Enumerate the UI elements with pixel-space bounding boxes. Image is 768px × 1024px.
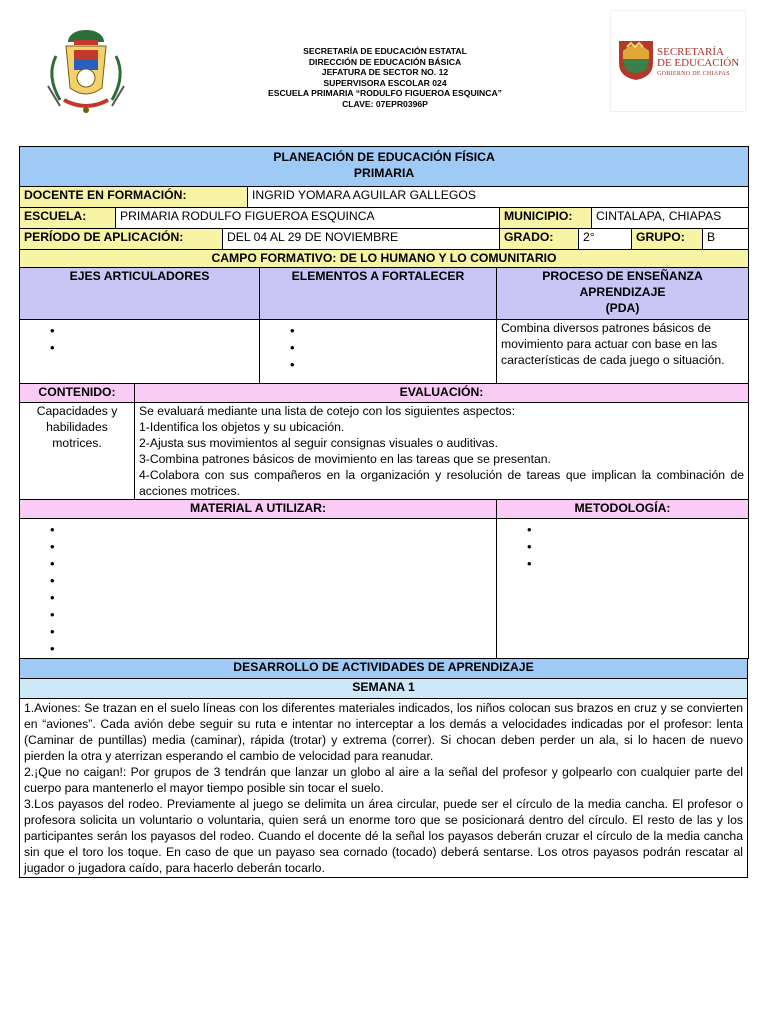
bullet-item: [264, 340, 492, 357]
elementos-list: [260, 320, 497, 384]
contenido-value: Capacidades y habilidades motrices.: [20, 403, 135, 500]
bullet-item: [24, 573, 492, 590]
school-emblem-logo: [38, 26, 134, 118]
grado-value: 2°: [579, 229, 632, 250]
metodologia-list: [497, 519, 749, 659]
contenido-label: CONTENIDO:: [20, 384, 135, 403]
grado-label: GRADO:: [500, 229, 579, 250]
periodo-label: PERÍODO DE APLICACIÓN:: [20, 229, 223, 250]
bullet-item: [24, 641, 492, 658]
bullet-item: [24, 556, 492, 573]
docente-label: DOCENTE EN FORMACIÓN:: [20, 187, 248, 208]
activity-item: 3.Los payasos del rodeo. Previamente al juego se delimita un área circular, puede ser el círculo de la media cancha. El profesor o profesora solicita un voluntario o voluntaria, quien será un enorme toro que se posicionará dentro del círculo. El resto de las y los participantes serán los payasos del rodeo. Cuando el docente dé la señal los payasos deberán cruzar el círculo de la media cancha sin que el toro los toque. En caso de que un payaso sea cornado (tocado) deberá sentarse. Los otros payasos podrán rescatar al jugador o jugadora caído, para hacerlo deberán tocarlo.: [24, 797, 743, 875]
campo-formativo: CAMPO FORMATIVO: DE LO HUMANO Y LO COMUNITARIO: [20, 250, 749, 268]
bullet-item: [24, 590, 492, 607]
bullet-item: [24, 340, 255, 357]
activity-item: 1.Aviones: Se trazan en el suelo líneas con los diferentes materiales indicados, los niños colocan sus brazos en cruz y se convierten en “aviones”. Cada avión debe seguir su ruta e intentar no interceptar a los demás a velocidades indicadas por el profesor: lenta (Caminar de puntillas) media (caminar), rápida (trotar) y extrema (correr). Si chocan deben perder un ala, si lo hacen de nuevo pierden la otra y aterrizan esperando el cambio de velocidad para reanudar.: [24, 701, 743, 763]
ejes-table: [19, 267, 749, 384]
header-line: JEFATURA DE SECTOR NO. 12: [321, 67, 449, 78]
header-line: SECRETARÍA DE EDUCACIÓN ESTATAL: [303, 46, 467, 56]
bullet-item: [24, 607, 492, 624]
header-line: CLAVE: 07EPR0396P: [342, 98, 428, 109]
escuela-label: ESCUELA:: [20, 208, 116, 229]
material-list: [20, 519, 497, 659]
ejes-header: EJES ARTICULADORES: [20, 268, 260, 320]
bullet-item: [264, 357, 492, 374]
grupo-value: B: [703, 229, 749, 250]
material-label: MATERIAL A UTILIZAR:: [20, 500, 497, 519]
activities-text: [20, 699, 748, 878]
form-title: PLANEACIÓN DE EDUCACIÓN FÍSICA PRIMARIA: [20, 147, 749, 187]
evaluacion-label: EVALUACIÓN:: [135, 384, 749, 403]
pda-header: PROCESO DE ENSEÑANZA APRENDIZAJE (PDA): [497, 268, 749, 320]
header-text-block: [230, 46, 540, 110]
bullet-item: [501, 556, 744, 573]
evaluation-table: [19, 383, 749, 500]
elementos-header: ELEMENTOS A FORTALECER: [260, 268, 497, 320]
ejes-list: [20, 320, 260, 384]
header-line: ESCUELA PRIMARIA “RODULFO FIGUEROA ESQUINCA”: [268, 88, 502, 99]
header-line: DIRECCIÓN DE EDUCACIÓN BÁSICA: [308, 56, 462, 67]
header-line: SUPERVISORA ESCOLAR 024: [323, 77, 447, 88]
material-table: [19, 499, 749, 659]
school-table: [19, 207, 749, 229]
bullet-item: [501, 522, 744, 539]
pda-text: Combina diversos patrones básicos de movimiento para actuar con base en las características de cada juego o situación.: [497, 320, 749, 384]
activity-item: 2.¡Que no caigan!: Por grupos de 3 tendrán que lanzar un globo al aire a la señal del profesor y golpearlo con cualquier parte del cuerpo para mantenerlo el mayor tiempo posible sin tocar el suelo.: [24, 765, 743, 795]
evaluacion-text: Se evaluará mediante una lista de cotejo con los siguientes aspectos: 1-Identifica los objetos y su ubicación. 2-Ajusta sus movimientos al seguir consignas visuales o auditivas. 3-Combina patrones básicos de movimiento en las tareas que se presentan. 4-Colabora con sus compañeros en la organización y resolución de tareas que implican la combinación de acciones motrices.: [135, 403, 749, 500]
bullet-item: [24, 522, 492, 539]
document-header: [0, 0, 768, 140]
chiapas-shield-icon: [617, 37, 655, 81]
escuela-value: PRIMARIA RODULFO FIGUEROA ESQUINCA: [116, 208, 500, 229]
bullet-item: [24, 323, 255, 340]
municipio-label: MUNICIPIO:: [500, 208, 592, 229]
identification-table: [19, 146, 749, 208]
semana-header: SEMANA 1: [20, 679, 748, 699]
bullet-item: [501, 539, 744, 556]
secretaria-educacion-logo: [610, 10, 746, 112]
metodologia-label: METODOLOGÍA:: [497, 500, 749, 519]
periodo-value: DEL 04 AL 29 DE NOVIEMBRE: [223, 229, 500, 250]
bullet-item: [24, 624, 492, 641]
docente-value: INGRID YOMARA AGUILAR GALLEGOS: [248, 187, 749, 208]
planning-form: [19, 146, 749, 878]
period-table: [19, 228, 749, 268]
bullet-item: [24, 539, 492, 556]
desarrollo-header: DESARROLLO DE ACTIVIDADES DE APRENDIZAJE: [20, 659, 748, 679]
activities-table: [19, 658, 748, 878]
bullet-item: [264, 323, 492, 340]
grupo-label: GRUPO:: [632, 229, 703, 250]
municipio-value: CINTALAPA, CHIAPAS: [592, 208, 749, 229]
secretaria-logo-text: SECRETARÍA DE EDUCACIÓN GOBIERNO DE CHIAPAS: [657, 46, 740, 77]
